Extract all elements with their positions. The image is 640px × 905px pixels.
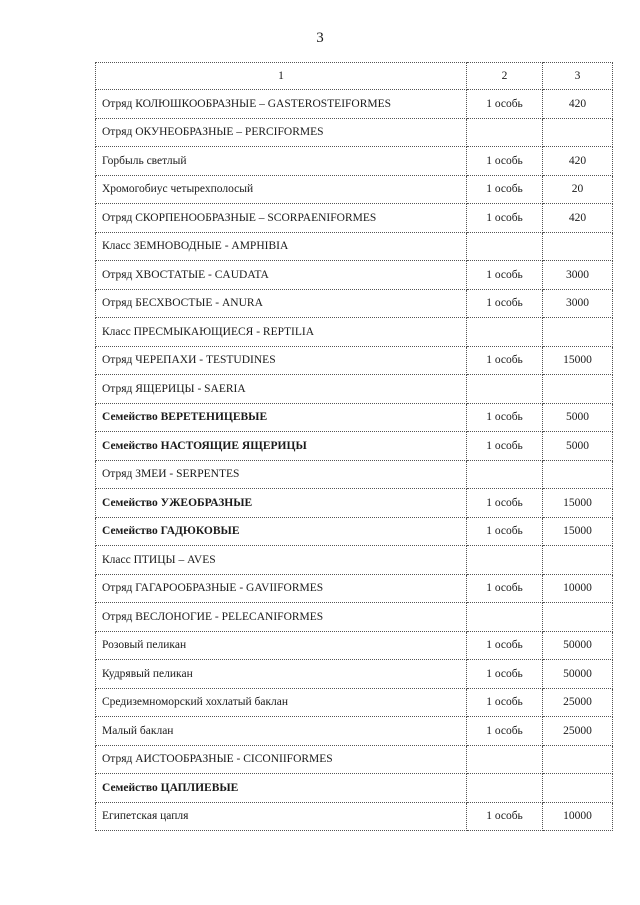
- species-name-cell: Малый баклан: [96, 717, 467, 746]
- amount-cell: 20: [543, 175, 613, 204]
- amount-cell: 15000: [543, 489, 613, 518]
- amount-cell: [543, 603, 613, 632]
- quantity-cell: 1 особь: [467, 90, 543, 119]
- table-row: [96, 403, 613, 432]
- quantity-cell: 1 особь: [467, 631, 543, 660]
- amount-cell: 10000: [543, 574, 613, 603]
- quantity-cell: 1 особь: [467, 517, 543, 546]
- species-name-cell: Отряд ГАГАРООБРАЗНЫЕ - GAVIIFORMES: [96, 574, 467, 603]
- column-header-3: 3: [543, 63, 613, 90]
- amount-cell: 25000: [543, 717, 613, 746]
- table-row: [96, 90, 613, 119]
- quantity-cell: [467, 118, 543, 147]
- amount-cell: [543, 375, 613, 404]
- quantity-cell: [467, 546, 543, 575]
- amount-cell: [543, 318, 613, 347]
- table-row: [96, 289, 613, 318]
- quantity-cell: 1 особь: [467, 717, 543, 746]
- species-name-cell: Египетская цапля: [96, 802, 467, 831]
- quantity-cell: 1 особь: [467, 175, 543, 204]
- table-row: [96, 147, 613, 176]
- species-name-cell: Кудрявый пеликан: [96, 660, 467, 689]
- amount-cell: 50000: [543, 660, 613, 689]
- amount-cell: 420: [543, 204, 613, 233]
- species-name-cell: Средиземноморский хохлатый баклан: [96, 688, 467, 717]
- table-row: [96, 118, 613, 147]
- table-row: [96, 232, 613, 261]
- species-name-cell: Семейство НАСТОЯЩИЕ ЯЩЕРИЦЫ: [96, 432, 467, 461]
- amount-cell: 420: [543, 90, 613, 119]
- table-row: [96, 717, 613, 746]
- species-name-cell: Отряд ЯЩЕРИЦЫ - SAERIA: [96, 375, 467, 404]
- species-table: [95, 62, 613, 831]
- species-name-cell: Отряд ВЕСЛОНОГИЕ - PELECANIFORMES: [96, 603, 467, 632]
- amount-cell: [543, 232, 613, 261]
- table-row: [96, 204, 613, 233]
- amount-cell: 25000: [543, 688, 613, 717]
- species-name-cell: Семейство ЦАПЛИЕВЫЕ: [96, 774, 467, 803]
- species-name-cell: Отряд СКОРПЕНООБРАЗНЫЕ – SCORPAENIFORMES: [96, 204, 467, 233]
- species-name-cell: Отряд БЕСХВОСТЫЕ - ANURA: [96, 289, 467, 318]
- table-body: [96, 90, 613, 831]
- species-name-cell: Семейство УЖЕОБРАЗНЫЕ: [96, 489, 467, 518]
- column-header-2: 2: [467, 63, 543, 90]
- table-row: [96, 175, 613, 204]
- amount-cell: [543, 546, 613, 575]
- species-name-cell: Отряд АИСТООБРАЗНЫЕ - CICONIIFORMES: [96, 745, 467, 774]
- table-row: [96, 261, 613, 290]
- amount-cell: 15000: [543, 517, 613, 546]
- quantity-cell: [467, 603, 543, 632]
- amount-cell: 5000: [543, 432, 613, 461]
- quantity-cell: 1 особь: [467, 688, 543, 717]
- table-row: [96, 517, 613, 546]
- quantity-cell: 1 особь: [467, 403, 543, 432]
- table-row: [96, 688, 613, 717]
- quantity-cell: 1 особь: [467, 346, 543, 375]
- table-row: [96, 603, 613, 632]
- table-row: [96, 489, 613, 518]
- amount-cell: [543, 460, 613, 489]
- species-name-cell: Отряд ОКУНЕОБРАЗНЫЕ – PERCIFORMES: [96, 118, 467, 147]
- amount-cell: [543, 774, 613, 803]
- quantity-cell: 1 особь: [467, 574, 543, 603]
- table-row: [96, 660, 613, 689]
- quantity-cell: [467, 745, 543, 774]
- table-row: [96, 774, 613, 803]
- species-name-cell: Отряд ЗМЕИ - SERPENTES: [96, 460, 467, 489]
- species-name-cell: Розовый пеликан: [96, 631, 467, 660]
- table-row: [96, 745, 613, 774]
- species-name-cell: Класс ПТИЦЫ – AVES: [96, 546, 467, 575]
- species-name-cell: Отряд ХВОСТАТЫЕ - CAUDATA: [96, 261, 467, 290]
- species-name-cell: Класс ЗЕМНОВОДНЫЕ - AMPHIBIA: [96, 232, 467, 261]
- quantity-cell: [467, 232, 543, 261]
- quantity-cell: [467, 460, 543, 489]
- table-row: [96, 375, 613, 404]
- quantity-cell: 1 особь: [467, 261, 543, 290]
- table-header-row: [96, 63, 613, 90]
- amount-cell: 420: [543, 147, 613, 176]
- quantity-cell: 1 особь: [467, 660, 543, 689]
- quantity-cell: 1 особь: [467, 289, 543, 318]
- quantity-cell: [467, 318, 543, 347]
- species-name-cell: Отряд КОЛЮШКООБРАЗНЫЕ – GASTEROSTEIFORMES: [96, 90, 467, 119]
- quantity-cell: [467, 774, 543, 803]
- table-row: [96, 802, 613, 831]
- quantity-cell: 1 особь: [467, 147, 543, 176]
- column-header-1: 1: [96, 63, 467, 90]
- amount-cell: 15000: [543, 346, 613, 375]
- amount-cell: [543, 118, 613, 147]
- quantity-cell: 1 особь: [467, 802, 543, 831]
- amount-cell: [543, 745, 613, 774]
- amount-cell: 10000: [543, 802, 613, 831]
- quantity-cell: 1 особь: [467, 204, 543, 233]
- amount-cell: 3000: [543, 261, 613, 290]
- species-name-cell: Хромогобиус четырехполосый: [96, 175, 467, 204]
- table-row: [96, 574, 613, 603]
- amount-cell: 3000: [543, 289, 613, 318]
- species-name-cell: Класс ПРЕСМЫКАЮЩИЕСЯ - REPTILIA: [96, 318, 467, 347]
- species-name-cell: Горбыль светлый: [96, 147, 467, 176]
- page-number: 3: [316, 30, 324, 46]
- quantity-cell: 1 особь: [467, 432, 543, 461]
- amount-cell: 5000: [543, 403, 613, 432]
- amount-cell: 50000: [543, 631, 613, 660]
- table-row: [96, 432, 613, 461]
- table-row: [96, 460, 613, 489]
- table-row: [96, 318, 613, 347]
- species-name-cell: Отряд ЧЕРЕПАХИ - TESTUDINES: [96, 346, 467, 375]
- species-name-cell: Семейство ГАДЮКОВЫЕ: [96, 517, 467, 546]
- table-row: [96, 631, 613, 660]
- quantity-cell: 1 особь: [467, 489, 543, 518]
- table-row: [96, 546, 613, 575]
- table-row: [96, 346, 613, 375]
- species-name-cell: Семейство ВЕРЕТЕНИЦЕВЫЕ: [96, 403, 467, 432]
- quantity-cell: [467, 375, 543, 404]
